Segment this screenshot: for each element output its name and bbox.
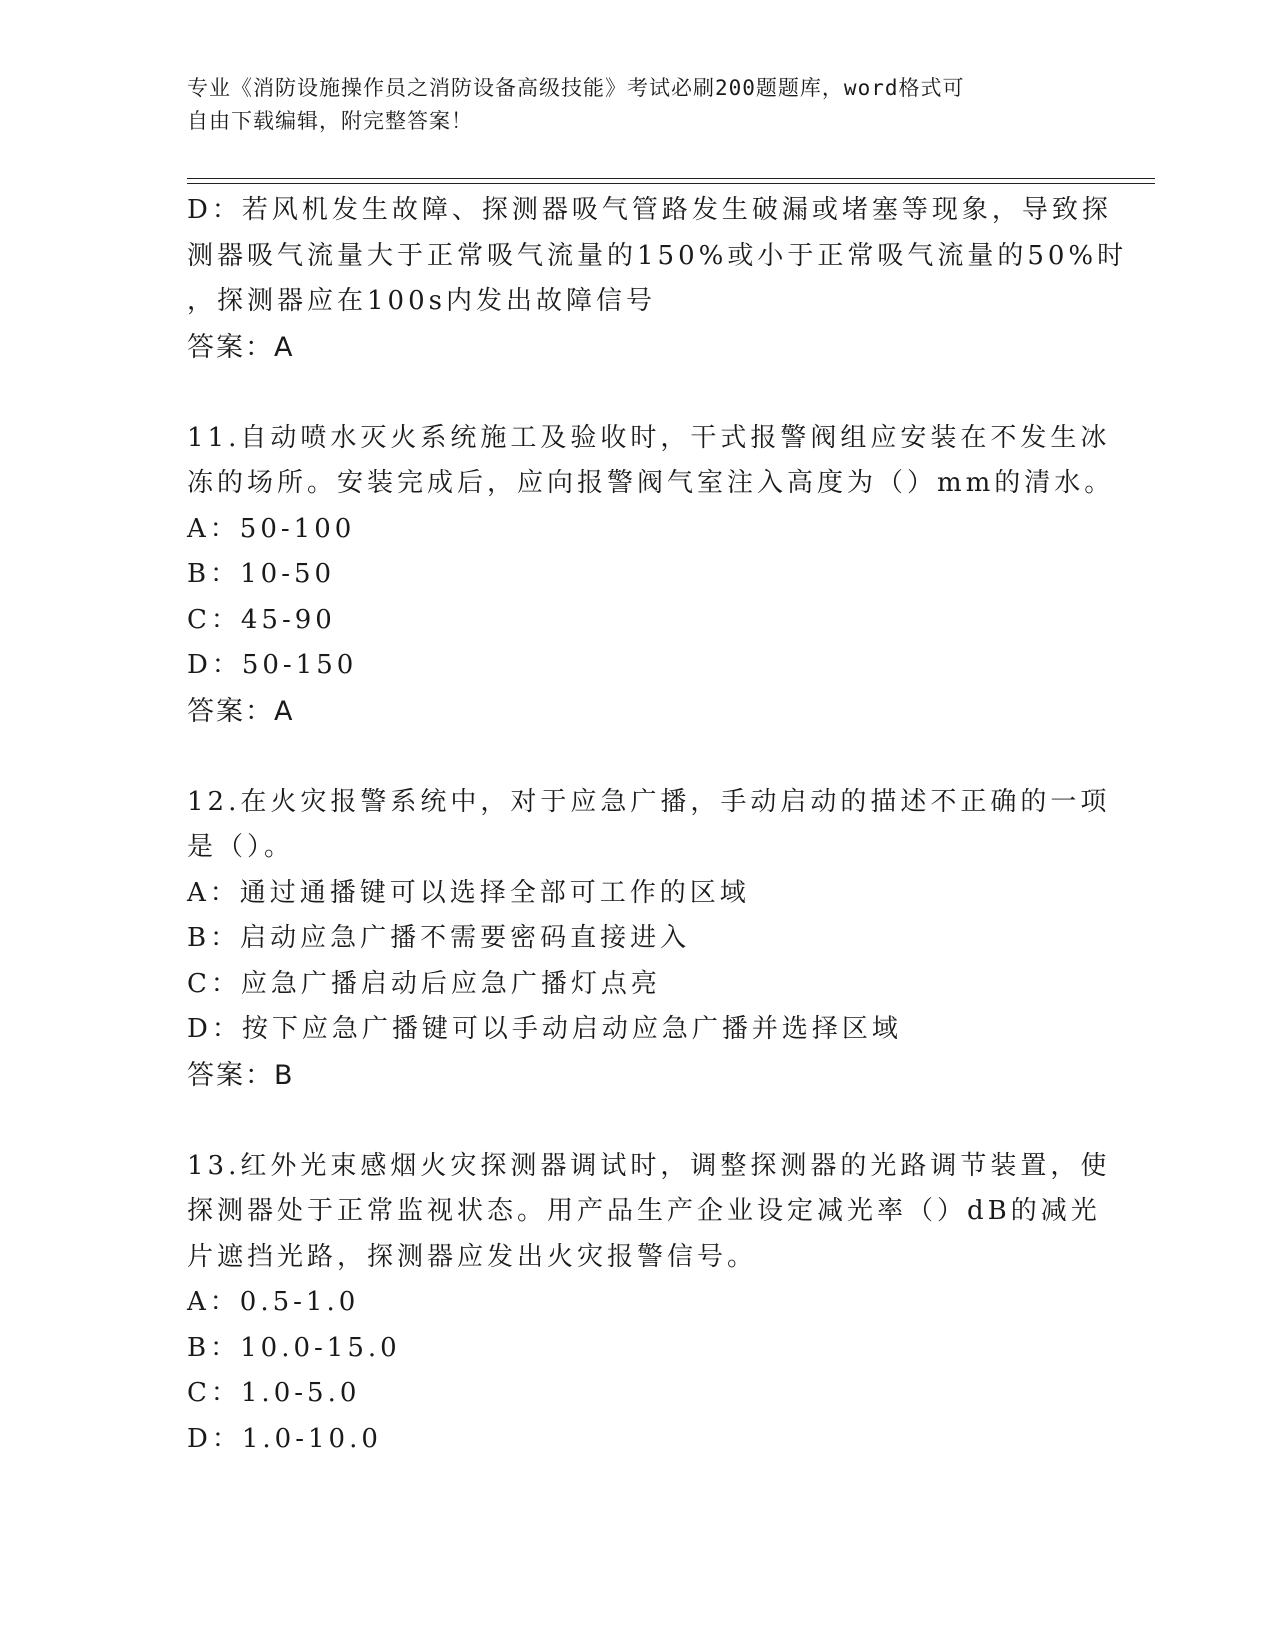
question-stem-line: 12.在火灾报警系统中，对于应急广播，手动启动的描述不正确的一项 <box>187 786 1111 817</box>
answer-line: 答案：A <box>187 695 295 727</box>
option-c: C：45-90 <box>187 604 336 635</box>
option-b: B：10-50 <box>187 559 336 589</box>
spacer <box>187 734 1087 780</box>
option-d-line: D：若风机发生故障、探测器吸气管路发生破漏或堵塞等现象，导致探 <box>187 195 1112 225</box>
header-line-1: 专业《消防设施操作员之消防设备高级技能》考试必刷200题题库，word格式可 <box>187 76 965 100</box>
option-b: B：启动应急广播不需要密码直接进入 <box>187 923 691 953</box>
header-divider <box>187 178 1155 184</box>
option-d: D：1.0-10.0 <box>187 1423 382 1454</box>
question-stem-line: 冻的场所。安装完成后，应向报警阀气室注入高度为（）mm的清水。 <box>187 468 1115 498</box>
previous-question-continuation <box>187 188 1128 370</box>
question-stem-line: 13.红外光束感烟火灾探测器调试时，调整探测器的光路调节装置，使 <box>187 1150 1111 1181</box>
option-d-line: 测器吸气流量大于正常吸气流量的150%或小于正常吸气流量的50%时 <box>187 240 1128 271</box>
answer-line: 答案：B <box>187 1059 295 1091</box>
spacer <box>187 370 1087 416</box>
question-stem-line: 探测器处于正常监视状态。用产品生产企业设定减光率（）dB的减光 <box>187 1196 1101 1226</box>
option-c: C：应急广播启动后应急广播灯点亮 <box>187 968 661 999</box>
document-header <box>187 72 1087 138</box>
option-d: D：50-150 <box>187 650 358 680</box>
option-d-line: ，探测器应在100s内发出故障信号 <box>187 286 656 316</box>
option-a: A：50-100 <box>187 513 356 544</box>
question-11 <box>187 416 1115 735</box>
option-c: C：1.0-5.0 <box>187 1378 361 1408</box>
option-b: B：10.0-15.0 <box>187 1332 401 1363</box>
header-line-2: 自由下载编辑，附完整答案！ <box>187 109 473 133</box>
question-13 <box>187 1144 1111 1463</box>
question-12 <box>187 780 1111 1099</box>
option-d: D：按下应急广播键可以手动启动应急广播并选择区域 <box>187 1014 902 1044</box>
answer-line: 答案：A <box>187 331 295 363</box>
question-stem-line: 片遮挡光路，探测器应发出火灾报警信号。 <box>187 1241 758 1272</box>
question-stem-line: 11.自动喷水灭火系统施工及验收时，干式报警阀组应安装在不发生冰 <box>187 422 1111 453</box>
question-stem-line: 是（）。 <box>187 832 295 862</box>
option-a: A：0.5-1.0 <box>187 1287 360 1317</box>
option-a: A：通过通播键可以选择全部可工作的区域 <box>187 877 750 908</box>
document-body <box>187 188 1128 1462</box>
spacer <box>187 1098 1087 1144</box>
